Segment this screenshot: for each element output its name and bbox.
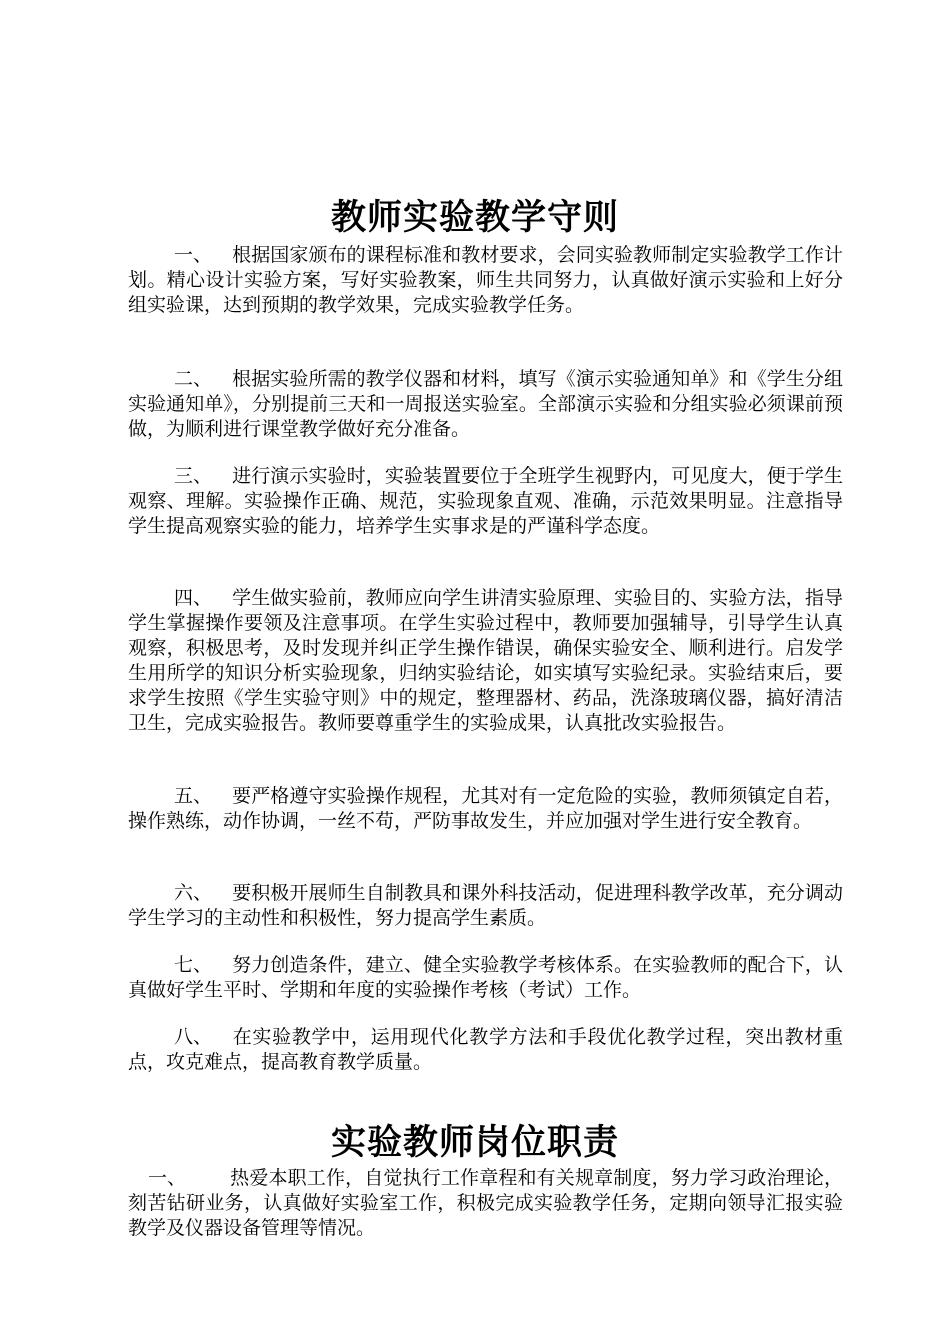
section-title-teacher-duties: 实验教师岗位职责 (330, 1122, 619, 1164)
paragraph-rule-4 (128, 586, 843, 736)
paragraph-text: 学生做实验前，教师应向学生讲清实验原理、实验目的、实验方法，指导学生掌握操作要领及注意事项。在学生实验过程中，教师要加强辅导，引导学生认真观察，积极思考，及时发现并纠正学生操作错误，确保实验安全、顺利进行。启发学生用所学的知识分析实验现象，归纳实验结论，如实填写实验纪录。实验结束后，要求学生按照《学生实验守则》中的规定，整理器材、药品，洗涤玻璃仪器，搞好清洁卫生，完成实验报告。教师要尊重学生的实验成果，认真批改实验报告。 (128, 587, 843, 734)
paragraph-rule-3 (128, 464, 843, 539)
paragraph-text: 要积极开展师生自制教具和课外科技活动，促进理科教学改革，充分调动学生学习的主动性和积极性，努力提高学生素质。 (128, 882, 843, 929)
paragraph-text: 努力创造条件，建立、健全实验教学考核体系。在实验教师的配合下，认真做好学生平时、学期和年度的实验操作考核（考试）工作。 (128, 954, 843, 1001)
paragraph-rule-5 (128, 784, 843, 834)
paragraph-rule-7 (128, 953, 843, 1003)
paragraph-duty-1 (128, 1166, 843, 1241)
paragraph-rule-6 (128, 881, 843, 931)
paragraph-number: 一、 (174, 244, 213, 266)
paragraph-number: 三、 (174, 465, 213, 487)
paragraph-text: 进行演示实验时，实验装置要位于全班学生视野内，可见度大，便于学生观察、理解。实验操作正确、规范，实验现象直观、准确，示范效果明显。注意指导学生提高观察实验的能力，培养学生实事求是的严谨科学态度。 (128, 465, 843, 537)
paragraph-number: 二、 (174, 368, 213, 390)
paragraph-text: 根据实验所需的教学仪器和材料，填写《演示实验通知单》和《学生分组实验通知单》，分别提前三天和一周报送实验室。全部演示实验和分组实验必须课前预做，为顺利进行课堂教学做好充分准备。 (128, 368, 843, 440)
paragraph-text: 根据国家颁布的课程标准和教材要求，会同实验教师制定实验教学工作计划。精心设计实验方案，写好实验教案，师生共同努力，认真做好演示实验和上好分组实验课，达到预期的教学效果，完成实验教学任务。 (128, 244, 843, 316)
paragraph-text: 在实验教学中，运用现代化教学方法和手段优化教学过程，突出教材重点，攻克难点，提高教育教学质量。 (128, 1026, 843, 1073)
paragraph-number: 六、 (174, 882, 213, 904)
paragraph-number: 一、 (148, 1167, 187, 1189)
paragraph-rule-8 (128, 1025, 843, 1075)
paragraph-number: 八、 (174, 1026, 213, 1048)
paragraph-number: 五、 (174, 785, 213, 807)
paragraph-text: 热爱本职工作，自觉执行工作章程和有关规章制度，努力学习政治理论，刻苦钻研业务，认真做好实验室工作，积极完成实验教学任务，定期向领导汇报实验教学及仪器设备管理等情况。 (128, 1167, 843, 1239)
section-title-teacher-rules: 教师实验教学守则 (330, 197, 619, 239)
paragraph-rule-1 (128, 243, 843, 318)
paragraph-number: 七、 (174, 954, 213, 976)
paragraph-rule-2 (128, 367, 843, 442)
paragraph-text: 要严格遵守实验操作规程，尤其对有一定危险的实验，教师须镇定自若，操作熟练，动作协调，一丝不苟，严防事故发生，并应加强对学生进行安全教育。 (128, 785, 843, 832)
paragraph-number: 四、 (174, 587, 213, 609)
